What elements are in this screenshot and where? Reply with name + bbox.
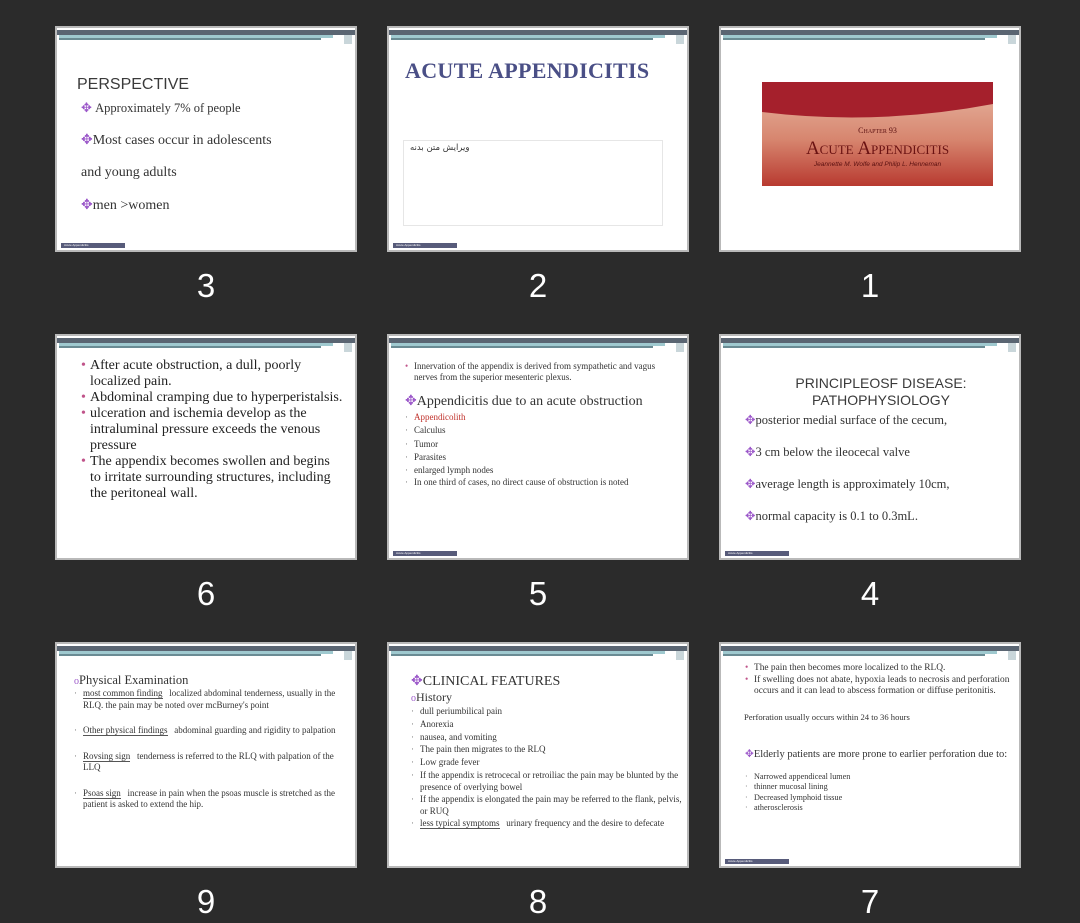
list-item: · If the appendix is elongated the pain may be referred to the flank, pelvis, or RUQ [411,793,682,816]
list-item: · If the appendix is retrocecal or retroiliac the pain may be blunted by the presence of overlying bowel [411,769,679,792]
list-item: • ulceration and ischemia develop as the intraluminal pressure exceeds the venous pressure [81,406,321,453]
slide-number: 1 [860,267,880,304]
slide-thumbnail-1[interactable] [719,26,1021,252]
list-item: · Decreased lymphoid tissue [745,792,843,802]
chapter-banner-image [762,82,993,186]
slide-title: Acute Appendicitis [805,138,950,159]
slide-header-decoration [57,336,355,354]
diamond-bullet-icon: ✥ [81,133,93,148]
slide-text: men >women [92,198,170,213]
list-item: · Other physical findings abdominal guarding and rigidity to palpation [74,725,336,735]
slide-text: Approximately 7% of people [95,101,241,115]
list-item: · thinner mucosal lining [745,782,828,792]
slide-number: 7 [860,883,880,920]
diamond-bullet-icon: ✥ [81,198,93,213]
slide-text: ✥3 cm below the ileocecal valve [745,445,910,459]
list-item: · Calculus [405,425,446,436]
slide-title: PERSPECTIVE [77,76,190,93]
list-item: • The pain then becomes more localized to the RLQ. [745,663,946,673]
section-heading: oPhysical Examination [74,673,189,687]
section-heading: ✥ Appendicitis due to an acute obstruction [405,394,643,409]
slide-thumbnail-9[interactable] [55,642,357,868]
slide-number: 6 [196,575,216,612]
slide-text: and young adults [81,165,177,180]
slide-thumbnail-6[interactable] [55,334,357,560]
list-item: · most common finding localized abdominal tenderness, usually in the RLQ. the pain may be noted over mcBurney's point [74,688,336,710]
slide-text: ✥posterior medial surface of the cecum, [745,413,948,427]
list-item: • Abdominal cramping due to hyperperistalsis. [81,390,343,405]
note-text: Perforation usually occurs within 24 to 36 hours [744,711,910,722]
slide-footer: Acute Appendicitis [725,859,789,864]
slide-thumbnail-8[interactable] [387,642,689,868]
list-item: • The appendix becomes swollen and begins to irritate surrounding structures, including the peritoneal wall. [81,454,331,501]
slide-thumbnail-7[interactable] [719,642,1021,868]
slide-footer: Acute Appendicitis [393,243,457,248]
list-item: · Narrowed appendiceal lumen [745,772,851,781]
slide-footer: Acute Appendicitis [393,551,457,556]
slide-header-decoration [389,28,687,46]
slide-number: 2 [528,267,548,304]
list-item: · Appendicolith [405,412,466,422]
slide-header-decoration [389,644,687,662]
diamond-bullet-icon: ✥ [81,100,92,115]
list-item: · Anorexia [411,718,454,729]
slide-thumbnail-3[interactable] [55,26,357,252]
list-item: · Rovsing sign tenderness is referred to the RLQ with palpation of the LLQ [74,750,334,772]
slide-authors: Jeannette M. Wolfe and Philip L. Henneman [813,161,942,168]
list-item: · Tumor [405,438,439,449]
slide-header-decoration [57,644,355,662]
list-item: · dull periumbilical pain [411,706,502,716]
section-heading: oHistory [411,690,452,704]
list-item: · Psoas sign increase in pain when the psoas muscle is stretched as the patient is asked to extend the hip. [74,787,335,809]
slide-footer: Acute Appendicitis [61,243,125,248]
slide-thumbnail-2[interactable] [387,26,689,252]
slide-thumbnail-5[interactable] [387,334,689,560]
intro-text: • Innervation of the appendix is derived from sympathetic and vagus nerves from the superior mesenteric plexus. [405,361,656,382]
list-item: • If swelling does not abate, hypoxia leads to necrosis and perforation occurs and it can lead to abscess formation or diffuse peritonitis. [745,674,1010,696]
slide-header-decoration [721,336,1019,354]
slide-header-decoration [721,644,1019,662]
slide-title: ✥CLINICAL FEATURES [411,674,561,689]
title-line: PATHOPHYSIOLOGY [812,392,950,408]
list-item: • After acute obstruction, a dull, poorly localized pain. [81,358,302,389]
slide-text: Most cases occur in adolescents [92,133,272,148]
slide-header-decoration [721,28,1019,46]
slide-number: 4 [860,575,880,612]
list-item: · atherosclerosis [745,803,803,813]
slide-thumbnail-4[interactable] [719,334,1021,560]
slide-text: ✥average length is approximately 10cm, [745,477,950,491]
placeholder-text: ویرایش متن بدنه [410,143,470,153]
slide-title [781,375,981,409]
title-line: PRINCIPLEOSF DISEASE: [795,375,967,391]
text-placeholder-box[interactable] [403,140,663,226]
slide-header-decoration [57,28,355,46]
chapter-label: Chapter 93 [858,126,897,135]
slide-text: ✥normal capacity is 0.1 to 0.3mL. [745,509,918,523]
list-item: · In one third of cases, no direct cause of obstruction is noted [405,477,629,488]
slide-number: 9 [196,883,216,920]
list-item: · less typical symptoms urinary frequency and the desire to defecate [411,817,665,828]
list-item: · The pain then migrates to the RLQ [411,744,546,755]
list-item: · enlarged lymph nodes [405,465,494,476]
slide-number: 3 [196,267,216,304]
slide-header-decoration [389,336,687,354]
list-item: · nausea, and vomiting [411,731,497,742]
slide-number: 8 [528,883,548,920]
slide-title: ACUTE APPENDICITIS [405,58,650,83]
slide-number: 5 [528,575,548,612]
section-heading: ✥ Elderly patients are more prone to earlier perforation due to: [745,748,1008,760]
list-item: · Parasites [405,451,446,462]
slide-footer: Acute Appendicitis [725,551,789,556]
list-item: · Low grade fever [411,757,480,768]
